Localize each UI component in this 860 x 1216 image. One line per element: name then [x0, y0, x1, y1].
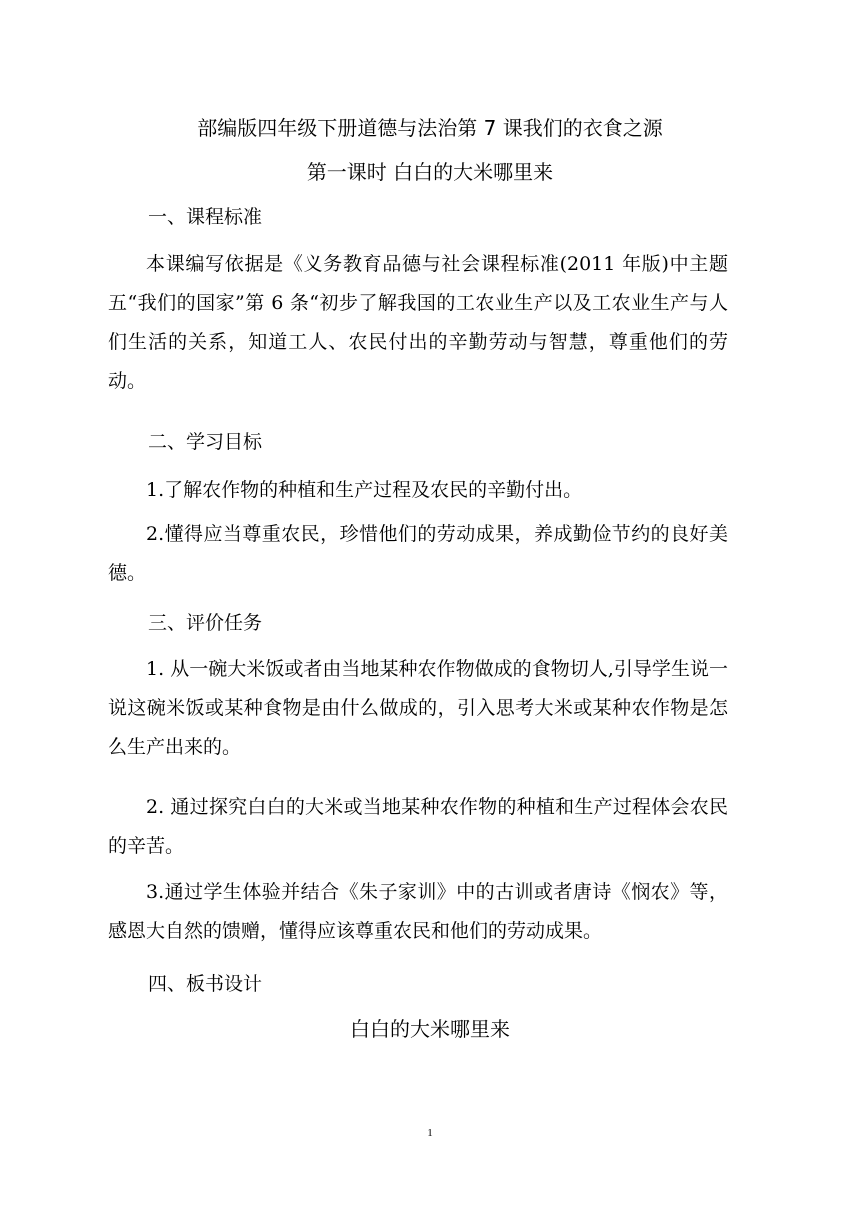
paragraph-task-3: 3.通过学生体验并结合《朱子家训》中的古训或者唐诗《悯农》等，感恩大自然的馈赠，懂得应该尊重农民和他们的劳动成果。: [108, 881, 728, 942]
section-heading-curriculum-standard: 一、课程标准: [148, 206, 263, 228]
section-heading-evaluation-tasks: 三、评价任务: [148, 612, 263, 634]
board-design-title: 白白的大米哪里来: [350, 1017, 510, 1041]
page-number: 1: [427, 1127, 433, 1139]
section-heading-learning-objectives: 二、学习目标: [148, 431, 263, 453]
document-title: 部编版四年级下册道德与法治第 7 课我们的衣食之源: [197, 116, 663, 140]
section-heading-board-design: 四、板书设计: [148, 973, 263, 995]
document-subtitle: 第一课时 白白的大米哪里来: [306, 160, 554, 184]
paragraph-task-1: 1. 从一碗大米饭或者由当地某种农作物做成的食物切人,引导学生说一说这碗米饭或某种食物是由什么做成的，引入思考大米或某种农作物是怎么生产出来的。: [108, 658, 728, 758]
paragraph-curriculum-standard: 本课编写依据是《义务教育品德与社会课程标准(2011 年版)中主题五“我们的国家”第 6 条“初步了解我国的工农业生产以及工农业生产与人们生活的关系，知道工人、农民付出的辛勤劳动与智慧，尊重他们的劳动。: [108, 253, 728, 392]
paragraph-objective-1: 1.了解农作物的种植和生产过程及农民的辛勤付出。: [146, 479, 583, 501]
paragraph-task-2: 2. 通过探究白白的大米或当地某种农作物的种植和生产过程体会农民的辛苦。: [108, 796, 728, 857]
paragraph-objective-2: 2.懂得应当尊重农民，珍惜他们的劳动成果，养成勤俭节约的良好美德。: [108, 523, 728, 584]
